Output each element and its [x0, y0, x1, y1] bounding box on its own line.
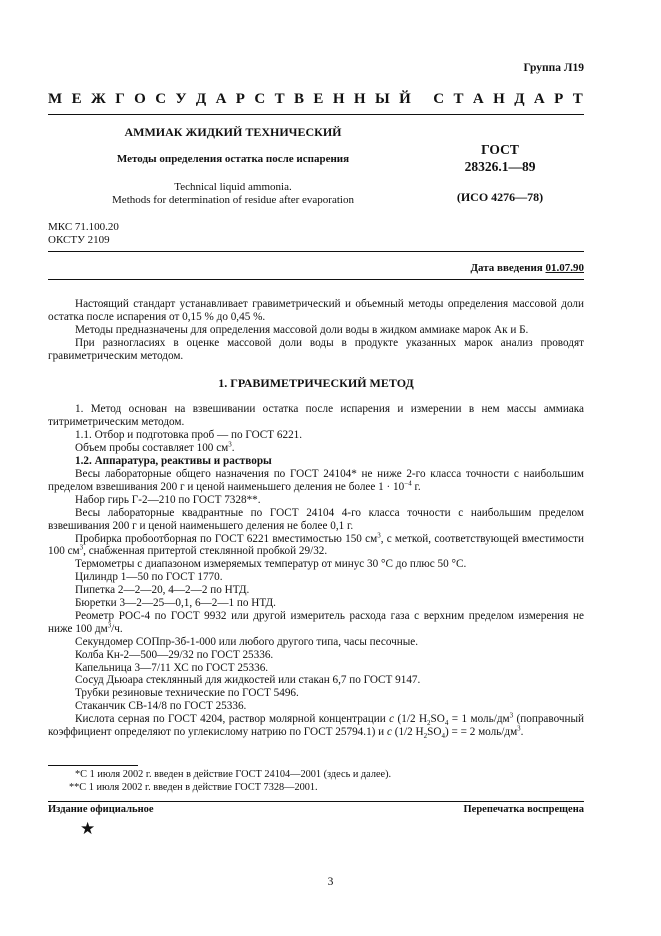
banner-letter: Й	[399, 91, 412, 107]
banner-letter: Н	[353, 91, 367, 107]
banner-letter: Е	[71, 91, 83, 107]
paragraph: Пипетка 2—2—20, 4—2—2 по НТД.	[75, 584, 250, 597]
english-title: Technical liquid ammonia.	[174, 181, 292, 193]
date-value: 01.07.90	[545, 262, 584, 274]
banner-letter: Е	[313, 91, 325, 107]
banner-letter: С	[433, 91, 446, 107]
banner-letter: Н	[493, 91, 506, 107]
section-heading: 1. ГРАВИМЕТРИЧЕСКИЙ МЕТОД	[218, 375, 414, 390]
banner-letter: А	[533, 91, 546, 107]
reprint-prohibited-label: Перепечатка воспрещена	[463, 804, 584, 815]
divider	[48, 114, 584, 115]
paragraph: Бюретки 3—2—25—0,1, 6—2—1 по НТД.	[75, 597, 276, 610]
paragraph: Капельница 3—7/11 ХС по ГОСТ 25336.	[75, 661, 269, 674]
banner-letter: Т	[274, 91, 286, 107]
paragraph: 1. Метод основан на взвешивании остатка после испарения и измерении в нем массы аммиака титриметрическим методом.	[48, 403, 584, 429]
paragraph: Весы лабораторные общего назначения по ГОСТ 24104* не ниже 2-го класса точности с наибольшим пределом взвешивания 200 г и ценой наименьшего деления не более $1 \cdot 10^{-4}$ г.	[48, 467, 584, 493]
page-number: 3	[327, 876, 334, 888]
paragraph: Набор гирь Г-2—210 по ГОСТ 7328**.	[75, 493, 261, 506]
banner-letter: Т	[453, 91, 465, 107]
date-label: Дата введения	[470, 262, 543, 274]
paragraph: Весы лабораторные квадрантные по ГОСТ 24104 4-го класса точности с наибольшим пределом взвешивания 200 г и ценой наименьшего деления не более 0,1 г.	[48, 506, 584, 532]
banner-letter: С	[155, 91, 168, 107]
banner-letter: В	[294, 91, 306, 107]
banner-gap	[420, 91, 425, 108]
star-icon: ★	[80, 819, 96, 838]
paragraph: Стаканчик СВ-14/8 по ГОСТ 25336.	[75, 700, 247, 713]
paragraph: Термометры с диапазоном измеряемых температур от минус 30 °С до плюс 50 °С.	[75, 558, 467, 571]
footnote: **С 1 июля 2002 г. введен в действие ГОСТ 7328—2001.	[69, 782, 318, 793]
paragraph: Кислота серная по ГОСТ 4204, раствор молярной концентрации c (1/2 $H_2SO_4 = 1$ моль/$дм^3$ (поправочный коэффициент определяют по углекислому натрию по ГОСТ 25794.1) и c (1/2 $H_2SO_4$) = = 2 моль/$дм^3$.	[48, 711, 585, 741]
paragraph: Сосуд Дьюара стеклянный для жидкостей или стакан 6,7 по ГОСТ 9147.	[75, 674, 421, 687]
paragraph: Методы предназначены для определения массовой доли воды в жидком аммиаке марок Ак и Б.	[75, 323, 529, 336]
divider	[48, 251, 584, 252]
document-body	[48, 298, 584, 739]
subsection-heading: 1.2. Аппаратура, реактивы и растворы	[75, 455, 272, 468]
paragraph: Пробирка пробоотборная по ГОСТ 6221 вместимостью 150 $см^3$, с меткой, соответствующей вместимости 100 $см^3$, снабженная притертой стеклянной пробкой 29/32.	[48, 530, 584, 558]
paragraph: Трубки резиновые технические по ГОСТ 5496.	[75, 687, 299, 700]
paragraph: Секундомер СОПпр-3б-1-000 или любого другого типа, часы песочные.	[75, 635, 419, 648]
banner-letter: А	[215, 91, 228, 107]
banner-letter: Р	[554, 91, 565, 107]
banner-letter: Р	[235, 91, 246, 107]
banner-letter: М	[48, 91, 64, 107]
effective-date	[470, 262, 584, 274]
footnote: *С 1 июля 2002 г. введен в действие ГОСТ 24104—2001 (здесь и далее).	[75, 769, 392, 780]
paragraph: При разногласиях в оценке массовой доли воды в продукте указанных марок анализ проводят гравиметрическим методом.	[48, 336, 584, 362]
divider	[48, 279, 584, 280]
banner-letter: С	[254, 91, 267, 107]
standard-banner	[48, 91, 584, 108]
banner-letter: Д	[514, 91, 526, 107]
banner-letter: Ж	[90, 91, 107, 107]
footnote-rule	[48, 765, 138, 766]
mks-code: МКС 71.100.20	[48, 221, 119, 233]
banner-letter: Д	[195, 91, 208, 107]
official-edition-label: Издание официальное	[48, 804, 154, 815]
paragraph: Цилиндр 1—50 по ГОСТ 1770.	[75, 571, 223, 584]
banner-letter: Г	[115, 91, 126, 107]
banner-letter: Ы	[374, 91, 391, 107]
group-code: Группа Л19	[523, 62, 584, 74]
divider	[48, 801, 584, 802]
classification-codes	[48, 221, 119, 246]
banner-letter: Т	[572, 91, 584, 107]
gost-designation	[425, 141, 575, 175]
english-subtitle: Methods for determination of residue after evaporation	[112, 194, 354, 206]
okstu-code: ОКСТУ 2109	[48, 233, 110, 246]
banner-letter: А	[472, 91, 485, 107]
banner-letter: У	[175, 91, 188, 107]
banner-letter: Н	[332, 91, 346, 107]
document-subtitle: Методы определения остатка после испарения	[116, 153, 350, 165]
gost-number: 28326.1—89	[464, 159, 536, 174]
paragraph: Колба Кн-2—500—29/32 по ГОСТ 25336.	[75, 648, 274, 661]
paragraph: Настоящий стандарт устанавливает гравиметрический и объемный методы определения массовой доли остатка после испарения от 0,15 % до 0,45 %.	[48, 298, 584, 323]
document-title: АММИАК ЖИДКИЙ ТЕХНИЧЕСКИЙ	[124, 125, 342, 139]
banner-letter: О	[134, 91, 147, 107]
gost-label: ГОСТ	[481, 142, 519, 157]
paragraph: Объем пробы составляет 100 $см^3$.	[75, 440, 235, 455]
paragraph: 1.1. Отбор и подготовка проб — по ГОСТ 6221.	[75, 429, 303, 442]
iso-reference: (ИСО 4276—78)	[456, 190, 544, 204]
paragraph: Реометр РОС-4 по ГОСТ 9932 или другой измеритель расхода газа с верхним пределом измерения не ниже 100 $дм^3/ч$.	[48, 609, 584, 635]
